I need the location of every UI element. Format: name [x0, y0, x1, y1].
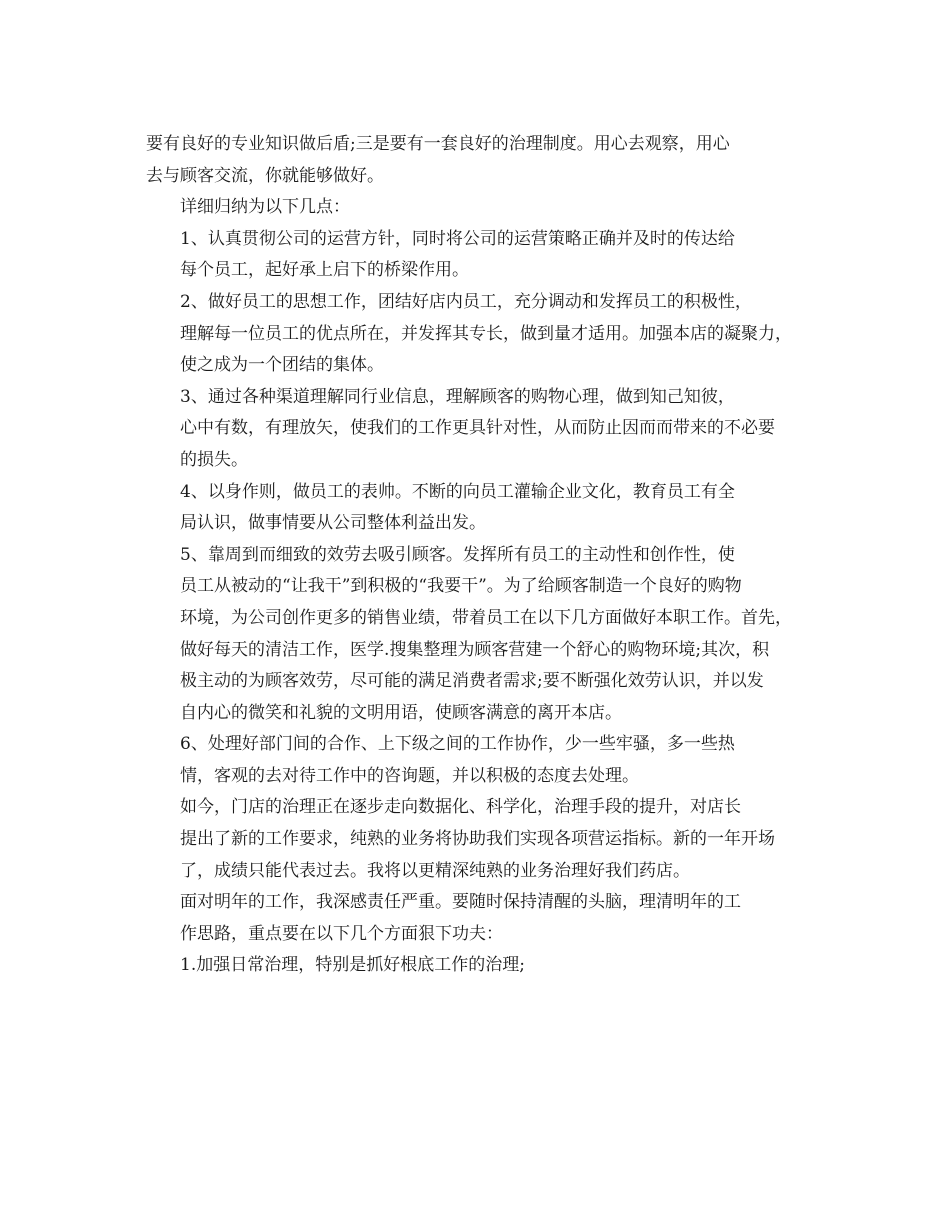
- text-line: 6、处理好部门间的合作、上下级之间的工作协作，少一些牢骚，多一些热: [180, 734, 735, 755]
- text-line: 做好每天的清洁工作，医学.搜集整理为顾客营建一个舒心的购物环境;其次，积: [180, 639, 770, 660]
- text-line: 情，客观的去对待工作中的咨询题，并以积极的态度去处理。: [180, 765, 639, 786]
- text-line: 1、认真贯彻公司的运营方针，同时将公司的运营策略正确并及时的传达给: [180, 228, 735, 249]
- paragraph: [146, 887, 806, 950]
- text-line: 如今，门店的治理正在逐步走向数据化、科学化，治理手段的提升，对店长: [180, 797, 741, 818]
- document-body: [146, 129, 806, 982]
- text-line: 理解每一位员工的优点所在，并发挥其专长，做到量才适用。加强本店的凝聚力，: [180, 323, 792, 344]
- text-line: 4、以身作则，做员工的表帅。不断的向员工灌输企业文化，教育员工有全: [180, 481, 735, 502]
- text-line: 5、靠周到而细致的效劳去吸引顾客。发挥所有员工的主动性和创作性，使: [180, 544, 735, 565]
- paragraph: [146, 729, 806, 792]
- text-line: 要有良好的专业知识做后盾;三是要有一套良好的治理制度。用心去观察，用心: [146, 134, 730, 154]
- text-line: 2、做好员工的思想工作，团结好店内员工，充分调动和发挥员工的积极性，: [180, 291, 752, 312]
- paragraph: [146, 224, 806, 287]
- text-line: 局认识，做事情要从公司整体利益出发。: [180, 513, 486, 534]
- paragraph: [146, 950, 806, 982]
- text-line: 的损失。: [180, 449, 248, 470]
- text-line: 提出了新的工作要求，纯熟的业务将协助我们实现各项营运指标。新的一年开场: [180, 829, 775, 850]
- text-line: 心中有数，有理放矢，使我们的工作更具针对性，从而防止因而而带来的不必要: [180, 418, 775, 439]
- text-line: 面对明年的工作，我深感责任严重。要随时保持清醒的头脑，理清明年的工: [180, 892, 741, 913]
- text-line: 详细归纳为以下几点：: [180, 197, 350, 218]
- text-line: 环境，为公司创作更多的销售业绩，带着员工在以下几方面做好本职工作。首先，: [180, 607, 792, 628]
- text-line: 员工从被动的“让我干”到积极的“我要干”。为了给顾客制造一个良好的购物: [180, 576, 742, 597]
- text-line: 去与顾客交流，你就能够做好。: [146, 165, 384, 186]
- paragraph: [146, 129, 806, 192]
- text-line: 作思路，重点要在以下几个方面狠下功夫：: [180, 923, 503, 944]
- paragraph: [146, 792, 806, 887]
- paragraph: [146, 287, 806, 382]
- paragraph: [146, 382, 806, 477]
- text-line: 极主动的为顾客效劳，尽可能的满足消费者需求;要不断强化效劳认识，并以发: [180, 671, 764, 692]
- text-line: 1.加强日常治理，特别是抓好根底工作的治理;: [180, 955, 525, 976]
- text-line: 每个员工，起好承上启下的桥梁作用。: [180, 260, 469, 281]
- paragraph: [146, 192, 806, 224]
- paragraph: [146, 540, 806, 730]
- text-line: 自内心的微笑和礼貌的文明用语，使顾客满意的离开本店。: [180, 702, 622, 723]
- paragraph: [146, 477, 806, 540]
- text-line: 了，成绩只能代表过去。我将以更精深纯熟的业务治理好我们药店。: [180, 860, 690, 881]
- text-line: 3、通过各种渠道理解同行业信息，理解顾客的购物心理，做到知己知彼，: [180, 386, 735, 407]
- text-line: 使之成为一个团结的集体。: [180, 355, 384, 376]
